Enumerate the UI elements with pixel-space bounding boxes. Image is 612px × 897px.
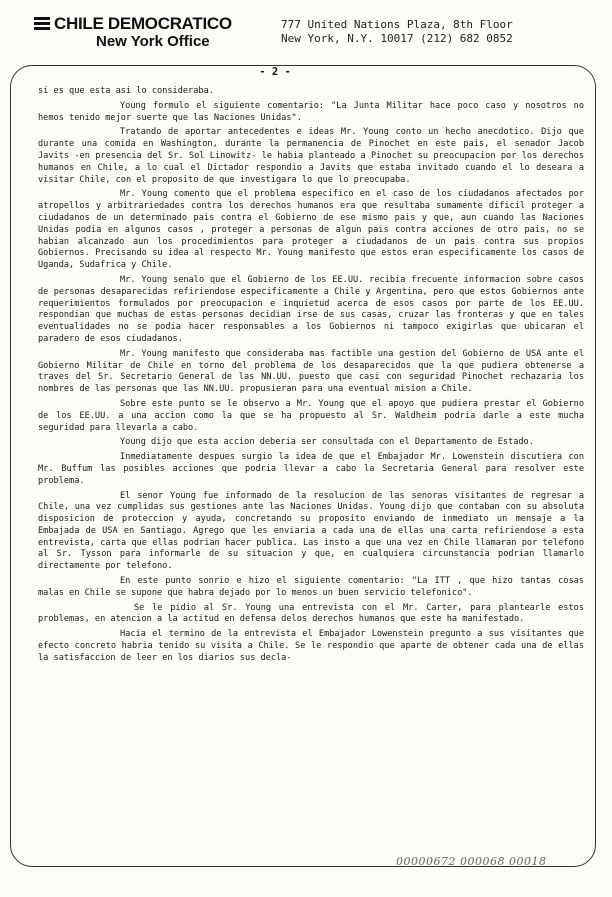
- body-paragraph: Mr. Young senalo que el Gobierno de los EE.UU. recibia frecuente informacion sobre casos de personas desaparecidas refiriendose especificamente a Chile y Argentina, pero que estos Gobiernos ante requerimientos formulados por preocupacion e inquietud acerca de esos casos por parte de los EE.UU. respondian que muchas de estas personas decidian irse de sus casas, cruzar las fronteras y que en tales eventualidades no se podia hacer responsables a los Gobiernos ni tampoco exigirlas que ubicaran el paradero de esos ciudadanos.: [38, 274, 584, 344]
- address-line-2: New York, N.Y. 10017 (212) 682 0852: [281, 32, 513, 45]
- star-emblem-icon: [34, 16, 50, 32]
- address-line-1: 777 United Nations Plaza, 8th Floor: [281, 18, 513, 31]
- body-paragraph: Sobre este punto se le observo a Mr. Young que el apoyo que pudiera prestar el Gobierno de los EE.UU. a una accion como la que se ha propuesto al Sr. Waldheim podria darle a este mucha seguridad para llevarla a cabo.: [38, 398, 584, 433]
- letter-body: [38, 86, 584, 668]
- body-paragraph: Young formulo el siguiente comentario: "La Junta Militar hace poco caso y nosotros no hemos tenido mejor suerte que las Naciones Unidas".: [38, 100, 584, 123]
- letterhead-address: [281, 18, 581, 46]
- archive-stamp: 00000672 000068 00018: [396, 855, 547, 868]
- body-paragraph: Inmediatamente despues surgio la idea de que el Embajador Mr. Lowenstein discutiera con Mr. Buffum las posibles acciones que podria llevar a cabo la Secretaria General para resolver este problema.: [38, 452, 584, 486]
- body-paragraph: Hacia el termino de la entrevista el Embajador Lowenstein pregunto a sus visitantes que efecto concreto habria tenido su visita a Chile. Se le respondio que aparte de obtener cada una de ellas la satisfaccion de leer en los diarios sus decla-: [38, 629, 584, 663]
- body-paragraph: Young dijo que esta accion deberia ser consultada con el Departamento de Estado.: [120, 437, 534, 448]
- letterhead-logo: [34, 14, 264, 51]
- body-paragraph: El senor Young fue informado de la resolucion de las senoras visitantes de regresar a Chile, una vez cumplidas sus gestiones ante las Naciones Unidas. Young dijo que contaban con su absoluta disposicion de proteccion y ayuda, concretando su proposito enviando de inmediato un mensaje a la Embajada de USA en Santiago. Agrego que les enviaria a cada una de ellas una carta refiriendose a esta entrevista, carta que ellas podrian hacer publica. Las insto a que una vez en Chile llamaran por telefono al Sr. Tysson para informarle de su situacion y que, en cualquiera circunstancia podrian llamarlo directamente por telefono.: [38, 490, 584, 572]
- body-paragraph: En este punto sonrio e hizo el siguiente comentario: "La ITT , que hizo tantas cosas malas en Chile se supone que habra dejado por lo menos un buen servicio telefonico".: [38, 576, 584, 598]
- org-office: New York Office: [96, 33, 210, 50]
- body-paragraph: Mr. Young comento que el problema especifico en el caso de los ciudadanos afectados por atropellos y arbitrariedades contra los derechos humanos era que resultaba sumamente dificil proteger a ciudadanos de un determinado pais contra el Gobierno de ese mismo pais y que, aun cuando las Naciones Unidas podia en algunos casos , proteger a personas de algun pais contra acciones de otro pais, no se habian alcanzado aun los procedimientos para proteger a ciudadanos de un pais contra sus propios Gobiernos. Precisando su idea al respecto Mr. Young manifesto que estos eran especificamente los casos de Uganda, Sudafrica y Chile.: [38, 189, 584, 271]
- body-paragraph: Mr. Young manifesto que consideraba mas factible una gestion del Gobierno de USA ante el Gobierno Militar de Chile en torno del problema de los desaparecidos que la que pudiera obtenerse a traves del Sr. Secretario General de las NN.UU. puesto que casi con seguridad Pinochet rechazaria los nombres de las personas que las NN.UU. propusieran para una eventual mision a Chile.: [38, 348, 584, 395]
- body-paragraph: si es que esta asi lo consideraba.: [38, 86, 214, 96]
- page-number: - 2 -: [259, 66, 291, 78]
- body-paragraph: Tratando de aportar antecedentes e ideas Mr. Young conto un hecho anecdotico. Dijo que durante una comida en Washington, durante la permanencia de Pinochet en este pais, el senador Jacob Javits -en presencia del Sr. Sol Linowitz- le habia planteado a Pinochet su preocupacion por los derechos humanos en Chile, a lo cual el Dictador respondio a Javits que estaba invitado cuando el lo deseara a visitar Chile, con el proposito de que investigara lo que lo preocupaba.: [38, 127, 584, 185]
- body-paragraph: Se le pidio al Sr. Young una entrevista con el Mr. Carter, para plantearle estos problemas, en atencion a la actitud en defensa delos derechos humanos que este ha manifestado.: [38, 602, 584, 625]
- org-name: CHILE DEMOCRATICO: [54, 14, 232, 33]
